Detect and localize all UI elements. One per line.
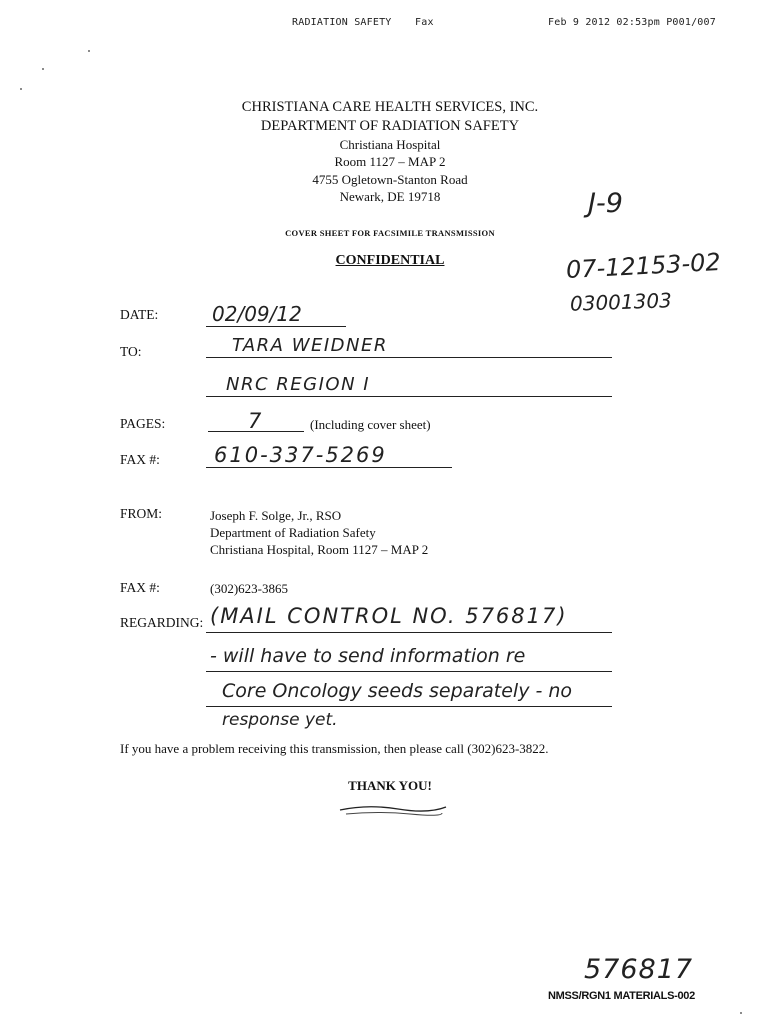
scan-speck [88,50,90,52]
license-annotation: 03001303 [569,288,673,316]
letterhead-dept: DEPARTMENT OF RADIATION SAFETY [260,118,520,134]
to-line2-underline [206,396,612,397]
date-value: 02/09/12 [212,302,302,326]
from-fax-label: FAX #: [120,580,160,595]
regarding-line3-underline [206,706,612,707]
pages-underline [208,431,304,432]
regarding-line2-underline [206,671,612,672]
fax-value: 610-337-5269 [214,443,387,467]
to-region-value: NRC REGION I [226,374,371,395]
letterhead-city: Newark, DE 19718 [339,189,441,204]
letterhead-org: CHRISTIANA CARE HEALTH SERVICES, INC. [241,99,539,115]
docket-annotation: 07-12153-02 [565,247,722,285]
pages-value: 7 [248,409,262,433]
cover-sheet-title: COVER SHEET FOR FACSIMILE TRANSMISSION [285,228,495,238]
from-label: FROM: [120,506,163,521]
confidential-label: CONFIDENTIAL [335,253,445,268]
scan-speck [20,88,22,90]
fax-underline [206,467,452,468]
problem-note: If you have a problem receiving this transmission, then please call (302)623-3822. [120,741,549,756]
regarding-label: REGARDING: [120,615,204,630]
pages-note: (Including cover sheet) [310,417,431,432]
fax-header-dept: RADIATION SAFETY [292,17,392,28]
scan-speck [42,68,44,70]
to-line1-underline [206,357,612,358]
from-name: Joseph F. Solge, Jr., RSO [210,508,342,523]
thank-you: THANK YOU! [348,778,432,793]
signature-scribble [338,800,448,820]
from-location: Christiana Hospital, Room 1127 – MAP 2 [210,542,429,557]
pages-label: PAGES: [120,416,166,431]
letterhead-room: Room 1127 – MAP 2 [334,154,446,169]
from-department: Department of Radiation Safety [210,525,376,540]
to-label: TO: [120,344,142,359]
date-underline [206,326,346,327]
scan-speck [740,1012,742,1014]
regarding-line1-underline [206,632,612,633]
from-fax-value: (302)623-3865 [210,581,288,596]
footer-code: NMSS/RGN1 MATERIALS-002 [548,990,695,1002]
fax-header-timestamp: Feb 9 2012 02:53pm P001/007 [548,17,716,28]
regarding-line2: - will have to send information re [210,645,526,667]
fax-header-type: Fax [415,17,434,28]
j-number-annotation: J-9 [588,188,623,219]
to-name-value: TARA WEIDNER [232,335,388,356]
regarding-line4: response yet. [222,710,338,730]
date-label: DATE: [120,307,159,322]
letterhead-street: 4755 Ogletown-Stanton Road [312,172,468,187]
regarding-line1: (MAIL CONTROL NO. 576817) [210,604,568,628]
regarding-line3: Core Oncology seeds separately - no [222,680,573,702]
footer-control-number: 576817 [584,954,694,985]
fax-label: FAX #: [120,452,160,467]
letterhead-hospital: Christiana Hospital [339,137,441,152]
